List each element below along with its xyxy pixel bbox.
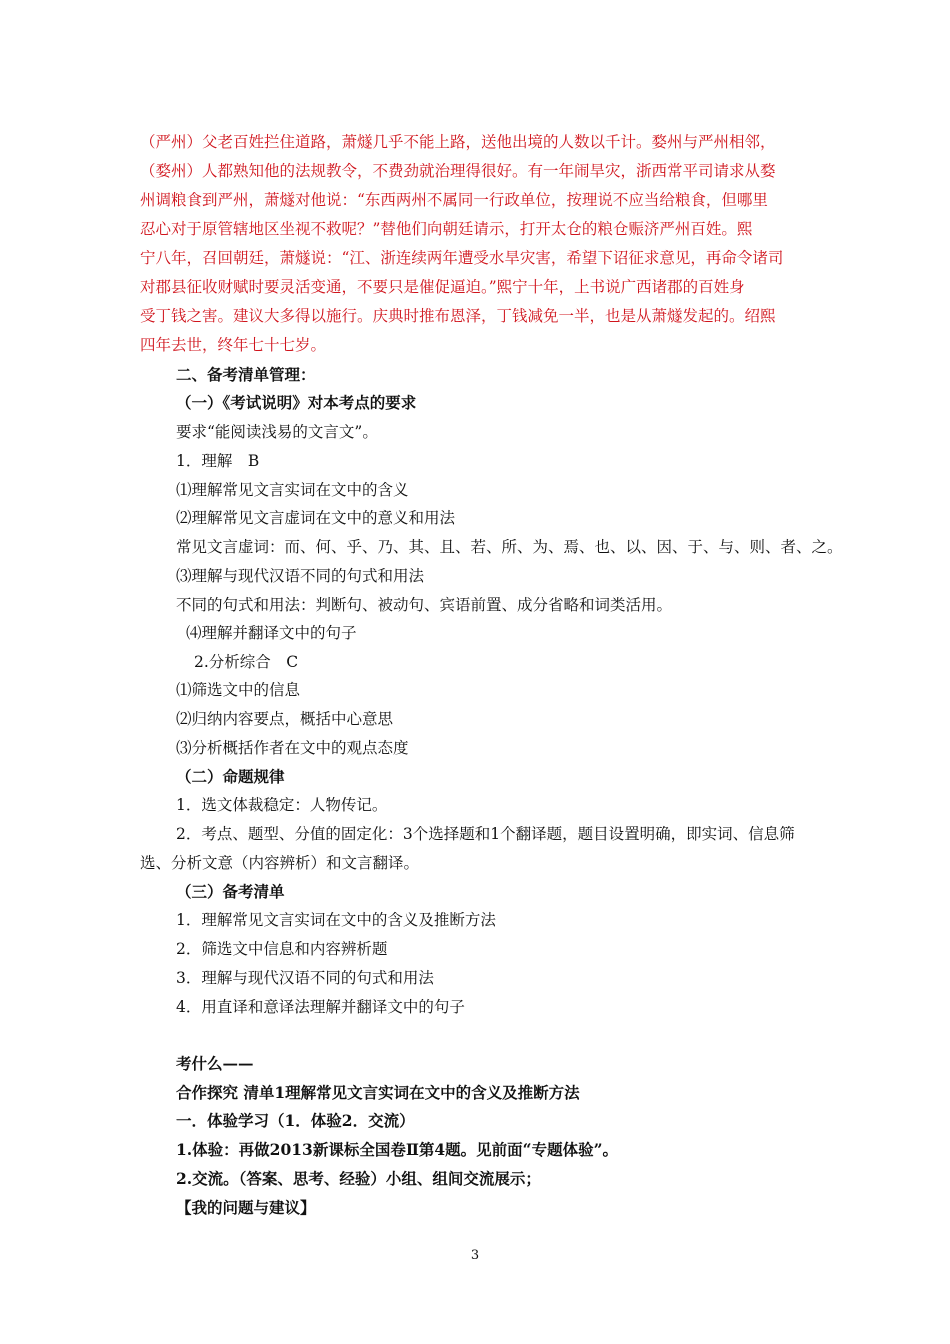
list-item: ⑷理解并翻译文中的句子 <box>186 624 357 642</box>
item-heading: 2.分析综合 C <box>194 653 299 671</box>
paragraph-line: （严州）父老百姓拦住道路，萧燧几乎不能上路，送他出境的人数以千计。婺州与严州相邻， <box>140 133 776 151</box>
section-heading: 【我的问题与建议】 <box>176 1198 316 1217</box>
list-item: 2．筛选文中信息和内容辨析题 <box>176 940 388 958</box>
subsection-heading: （一）《考试说明》对本考点的要求 <box>176 393 417 412</box>
list-item: 4．用直译和意译法理解并翻译文中的句子 <box>176 998 465 1016</box>
section-heading: 考什么—— <box>176 1054 254 1073</box>
list-item-continuation: 选、分析文意（内容辨析）和文言翻译。 <box>140 854 420 872</box>
paragraph-line: 对郡县征收财赋时要灵活变通，不要只是催促逼迫。”熙宁十年，上书说广西诸郡的百姓身 <box>140 278 745 296</box>
list-item: 2．考点、题型、分值的固定化：3个选择题和1个翻译题，题目设置明确，即实词、信息筛 <box>176 825 795 843</box>
translation-paragraph <box>140 128 812 360</box>
paragraph-line: 州调粮食到严州，萧燧对他说：“东西两州不属同一行政单位，按理说不应当给粮食，但哪里 <box>140 191 768 209</box>
list-item: 1．选文体裁稳定：人物传记。 <box>176 796 388 814</box>
paragraph-line: 四年去世，终年七十七岁。 <box>140 336 327 354</box>
subsection-heading: （二）命题规律 <box>176 767 285 786</box>
list-item: ⑴筛选文中的信息 <box>176 681 301 699</box>
list-item: ⑶分析概括作者在文中的观点态度 <box>176 739 409 757</box>
list-item: ⑵归纳内容要点，概括中心意思 <box>176 710 394 728</box>
paragraph-line: 受丁钱之害。建议大多得以施行。庆典时推布恩泽，丁钱减免一半，也是从萧燧发起的。绍熙 <box>140 307 776 325</box>
body-text: 1.体验：再做2013新课标全国卷Ⅱ第4题。见前面“专题体验”。 <box>176 1140 619 1159</box>
paragraph-line: （婺州）人都熟知他的法规教令，不费劲就治理得很好。有一年闹旱灾，浙西常平司请求从婺 <box>140 162 776 180</box>
list-item: ⑵理解常见文言虚词在文中的意义和用法 <box>176 509 456 527</box>
body-text: 2.交流。（答案、思考、经验）小组、组间交流展示； <box>176 1169 541 1188</box>
section-heading: 合作探究 清单1理解常见文言实词在文中的含义及推断方法 <box>176 1083 580 1102</box>
list-item: 1．理解常见文言实词在文中的含义及推断方法 <box>176 911 496 929</box>
list-item: ⑶理解与现代汉语不同的句式和用法 <box>176 567 425 585</box>
body-text: 常见文言虚词：而、何、乎、乃、其、且、若、所、为、焉、也、以、因、于、与、则、者、之。 <box>176 538 843 556</box>
list-item: ⑴理解常见文言实词在文中的含义 <box>176 481 409 499</box>
subsection-heading: （三）备考清单 <box>176 882 285 901</box>
section-heading: 一．体验学习（1．体验2．交流） <box>176 1111 415 1130</box>
requirement-text: 要求“能阅读浅易的文言文”。 <box>176 423 378 441</box>
page-number: 3 <box>470 1248 480 1263</box>
section-heading: 二、备考清单管理： <box>176 365 316 384</box>
item-heading: 1．理解 B <box>176 452 260 470</box>
paragraph-line: 忍心对于原管辖地区坐视不救呢？”替他们向朝廷请示，打开太仓的粮仓赈济严州百姓。熙 <box>140 220 753 238</box>
body-text: 不同的句式和用法：判断句、被动句、宾语前置、成分省略和词类活用。 <box>176 596 673 614</box>
list-item: 3．理解与现代汉语不同的句式和用法 <box>176 969 434 987</box>
paragraph-line: 宁八年，召回朝廷，萧燧说：“江、浙连续两年遭受水旱灾害，希望下诏征求意见，再命令诸司 <box>140 249 784 267</box>
